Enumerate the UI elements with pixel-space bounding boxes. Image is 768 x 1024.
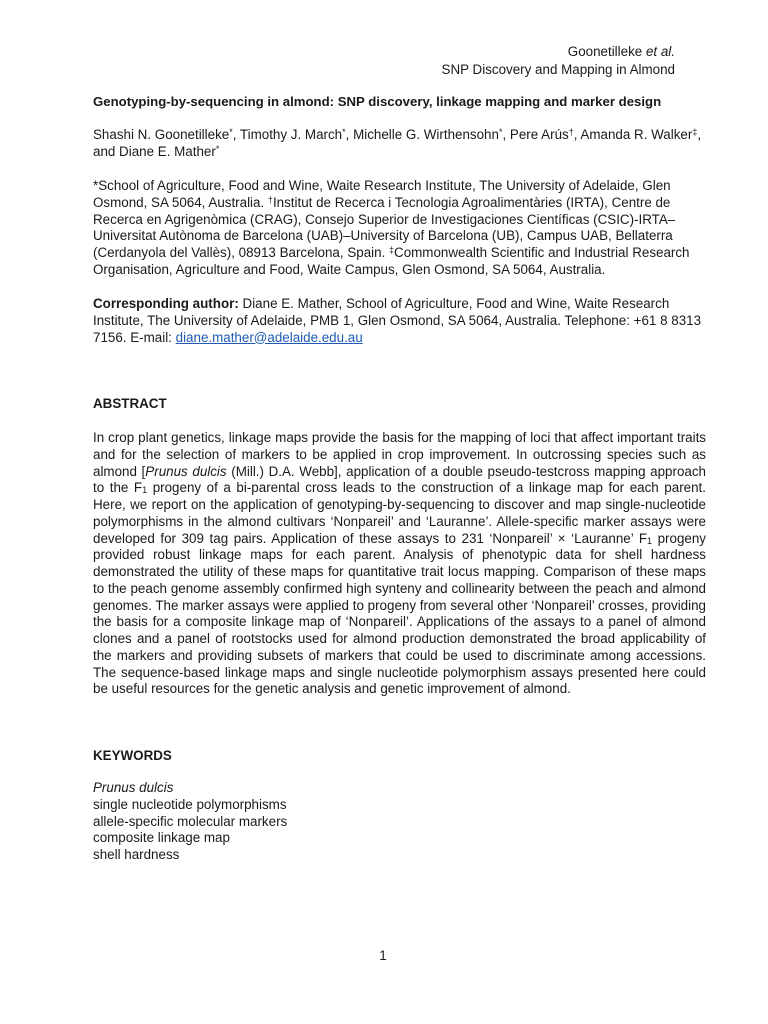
affil-mark-star-3: *: [498, 127, 503, 137]
abstract-heading: ABSTRACT: [93, 396, 167, 411]
author-5: , Amanda R. Walker: [573, 127, 693, 142]
affiliations: [93, 178, 708, 279]
author-6: , and Diane E. Mather: [93, 127, 702, 159]
affil-mark-star-4: *: [215, 143, 220, 154]
abstract-subscript-1: 1: [142, 485, 148, 496]
abstract-subscript-2: 1: [647, 535, 653, 546]
keyword-item: allele-specific molecular markers: [93, 813, 288, 829]
abstract-text-4: progeny provided robust linkage maps for each parent. Analysis of phenotypic data for shell hardness demonstrated the utility of these maps for quantitative trait locus mapping. Comparison of these maps to the peach genome assembly confirmed high synteny and collinearity between the peach and almond genomes. The marker assays were applied to progeny from several other ‘Nonpareil’ crosses, providing the basis for a composite linkage map of ‘Nonpareil’. Applications of the assays to a panel of almond clones and a panel of rootstocks used for almond production demonstrated the broad applicability of the markers and providing subsets of markers that could be used to discriminate among accessions. The sequence-based linkage maps and single nucleotide polymorphism assays presented here could be useful resources for the genetic analysis and genetic improvement of almond.: [93, 530, 706, 697]
running-head: [442, 43, 675, 79]
keyword-item: shell hardness: [93, 847, 180, 863]
affil-mark-star-1: *: [229, 127, 233, 137]
page-number: 1: [379, 948, 387, 963]
affil-csiro: Commonwealth Scientific and Industrial Research Organisation, Agriculture and Food, Waite Campus, Glen Osmond, SA 5064, Australia.: [93, 245, 690, 277]
author-4: , Pere Arús: [502, 127, 569, 142]
affil-irta: Institut de Recerca i Tecnologia Agroalimentàries (IRTA), Centre de Recerca en Agrigenòmica (CRAG), Consejo Superior de Investigaciones Científicas (CSIC)-IRTA–Universitat Autònoma de Barcelona (UAB)–University of Barcelona (UB), Campus UAB, Bellaterra (Cerdanyola del Vallès), 08913 Barcelona, Spain.: [93, 194, 676, 261]
corresponding-label: Corresponding author:: [93, 296, 239, 311]
affil-adelaide: School of Agriculture, Food and Wine, Waite Research Institute, The University of Adelaide, Glen Osmond, SA 5064, Australia.: [93, 178, 671, 210]
affil-mark-star-2: *: [342, 127, 346, 137]
author-1: Shashi N. Goonetilleke: [93, 127, 230, 142]
affil-ddagger-mark: ‡: [389, 245, 395, 256]
paper-title: Genotyping-by-sequencing in almond: SNP discovery, linkage mapping and marker design: [93, 94, 662, 109]
paper-page: [93, 0, 706, 1024]
keywords-heading: KEYWORDS: [93, 748, 172, 763]
corresponding-author: [93, 296, 708, 346]
abstract-body: [93, 430, 706, 698]
affil-mark-dagger: †: [568, 127, 574, 137]
affil-dagger-mark: †: [267, 194, 273, 205]
affil-mark-ddagger: ‡: [692, 127, 698, 137]
running-head-short-title: SNP Discovery and Mapping in Almond: [441, 62, 675, 77]
running-head-author-line: [442, 43, 675, 61]
keywords-list: [93, 780, 706, 864]
email-link[interactable]: diane.mather@adelaide.edu.au: [175, 329, 363, 345]
running-head-et-al: et al.: [645, 44, 675, 59]
keyword-item: Prunus dulcis: [93, 780, 174, 795]
author-3: , Michelle G. Wirthensohn: [345, 127, 499, 142]
abstract-text-2: (Mill.) D.A. Webb], application of a double pseudo-testcross mapping approach to the F: [93, 463, 707, 496]
affil-star-mark: *: [93, 178, 99, 193]
author-2: , Timothy J. March: [232, 127, 343, 142]
keyword-item: composite linkage map: [93, 830, 230, 846]
running-head-author: Goonetilleke: [567, 44, 643, 59]
author-list: [93, 127, 708, 161]
abstract-text-3: progeny of a bi-parental cross leads to the construction of a linkage map for each parent. Here, we report on the application of genotyping-by-sequencing to discover and map single-nucleotide polymorphisms in the almond cultivars ‘Nonpareil’ and ‘Lauranne’. Allele-specific marker assays were developed for 309 tag pairs. Application of these assays to 231 ‘Nonpareil’ × ‘Lauranne’ F: [93, 480, 706, 546]
corresponding-text: Diane E. Mather, School of Agriculture, Food and Wine, Waite Research Institute, The University of Adelaide, PMB 1, Glen Osmond, SA 5064, Australia. Telephone: +61 8 8313 7156. E-mail:: [93, 296, 702, 345]
abstract-species: Prunus dulcis: [145, 463, 227, 479]
keyword-item: single nucleotide polymorphisms: [93, 796, 287, 812]
abstract-text-1: In crop plant genetics, linkage maps provide the basis for the mapping of loci that affect important traits and for the selection of markers to be applied in crop improvement. In outcrossing species such as almond [: [93, 430, 706, 479]
